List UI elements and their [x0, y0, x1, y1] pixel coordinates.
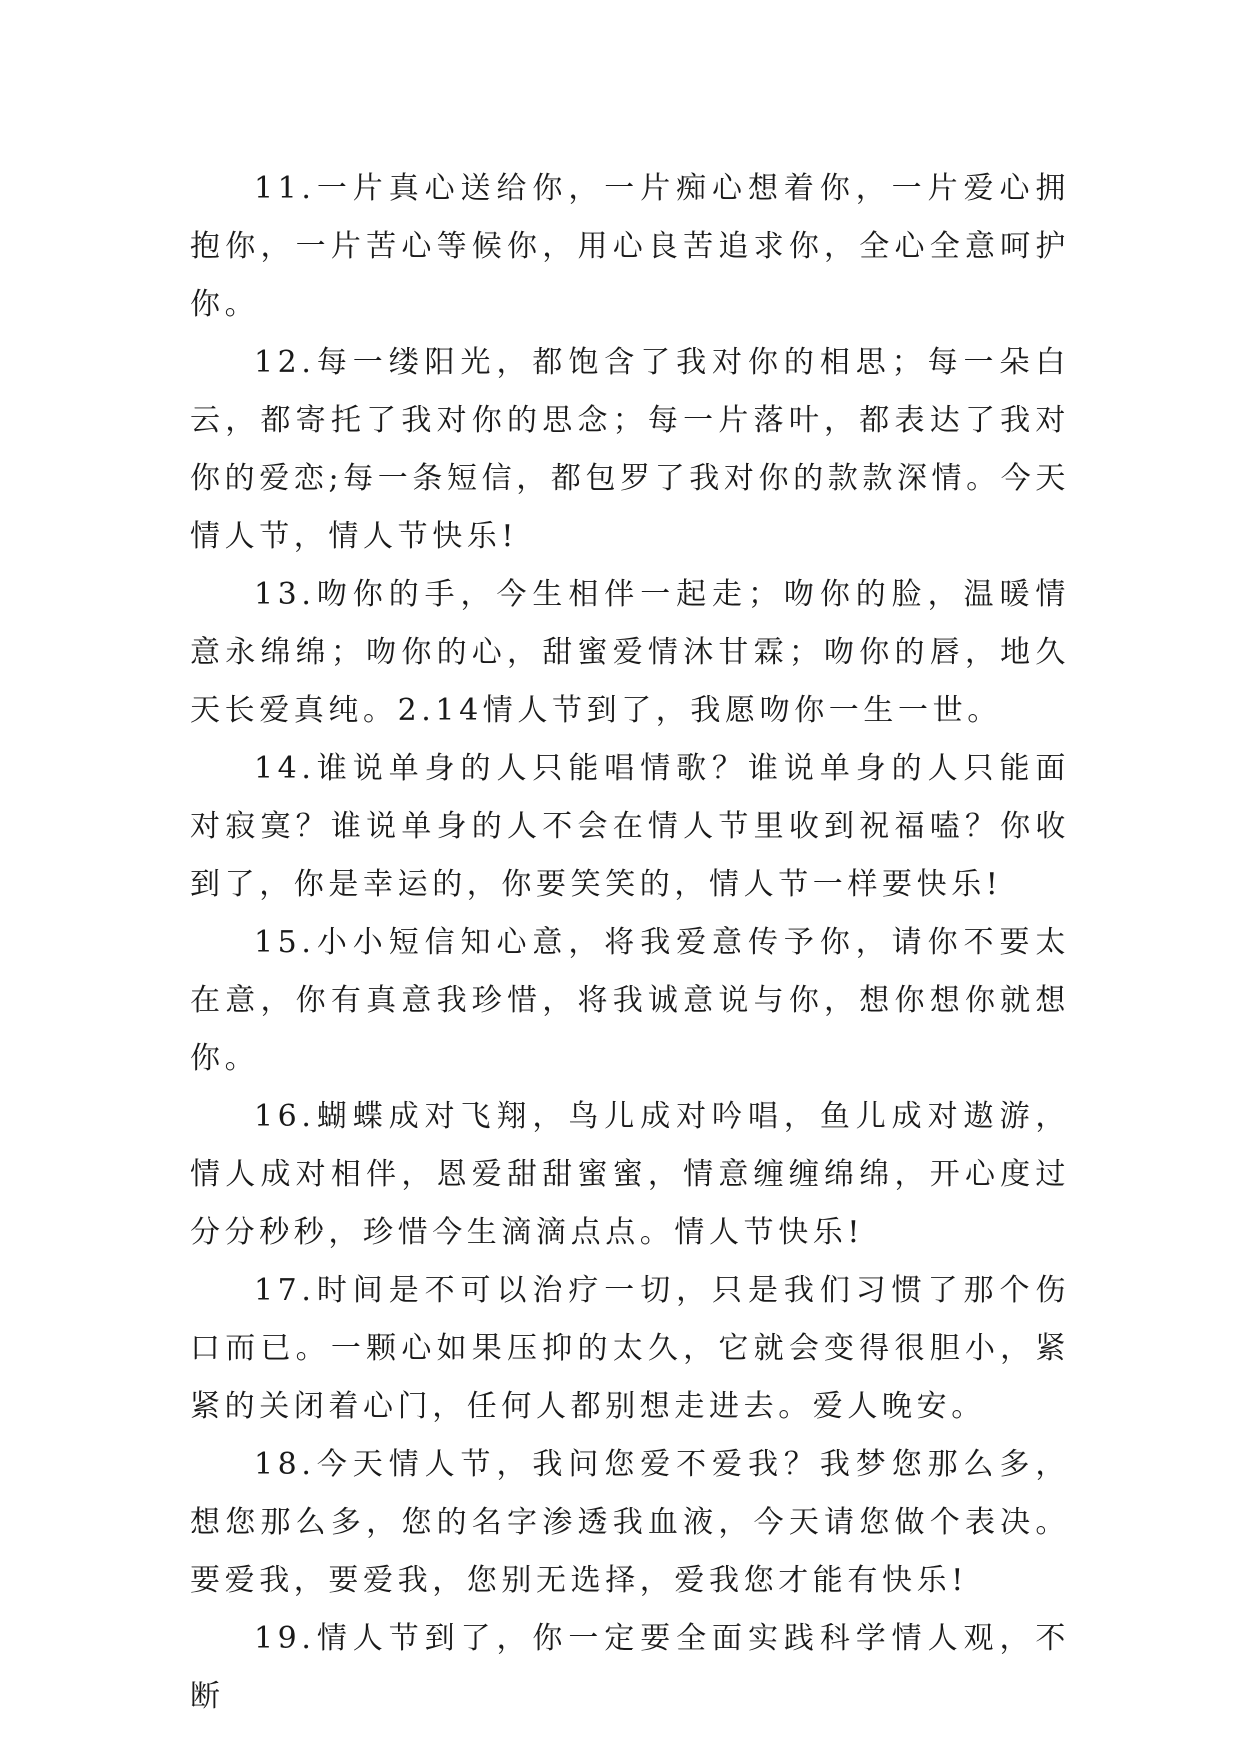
paragraph-19: 19.情人节到了，你一定要全面实践科学情人观，不断 [190, 1621, 1070, 1714]
paragraph-18: 18.今天情人节，我问您爱不爱我？我梦您那么多，想您那么多，您的名字渗透我血液，今天请您做个表决。要爱我，要爱我，您别无选择，爱我您才能有快乐! [190, 1447, 1070, 1598]
document-body [190, 160, 1070, 1726]
paragraph-13: 13.吻你的手，今生相伴一起走；吻你的脸，温暖情意永绵绵；吻你的心，甜蜜爱情沐甘霖；吻你的唇，地久天长爱真纯。2.14情人节到了，我愿吻你一生一世。 [190, 577, 1070, 728]
paragraph-14: 14.谁说单身的人只能唱情歌？谁说单身的人只能面对寂寞？谁说单身的人不会在情人节里收到祝福嗑？你收到了，你是幸运的，你要笑笑的，情人节一样要快乐! [190, 751, 1070, 902]
paragraph-12: 12.每一缕阳光，都饱含了我对你的相思；每一朵白云，都寄托了我对你的思念；每一片落叶，都表达了我对你的爱恋;每一条短信，都包罗了我对你的款款深情。今天情人节，情人节快乐! [190, 345, 1070, 554]
paragraph-17: 17.时间是不可以治疗一切，只是我们习惯了那个伤口而已。一颗心如果压抑的太久，它就会变得很胆小，紧紧的关闭着心门，任何人都别想走进去。爱人晚安。 [190, 1273, 1070, 1424]
paragraph-16: 16.蝴蝶成对飞翔，鸟儿成对吟唱，鱼儿成对遨游，情人成对相伴，恩爱甜甜蜜蜜，情意缠缠绵绵，开心度过分分秒秒，珍惜今生滴滴点点。情人节快乐! [190, 1099, 1070, 1250]
paragraph-15: 15.小小短信知心意，将我爱意传予你，请你不要太在意，你有真意我珍惜，将我诚意说与你，想你想你就想你。 [190, 925, 1070, 1076]
paragraph-11: 11.一片真心送给你，一片痴心想着你，一片爱心拥抱你，一片苦心等候你，用心良苦追求你，全心全意呵护你。 [190, 171, 1070, 322]
